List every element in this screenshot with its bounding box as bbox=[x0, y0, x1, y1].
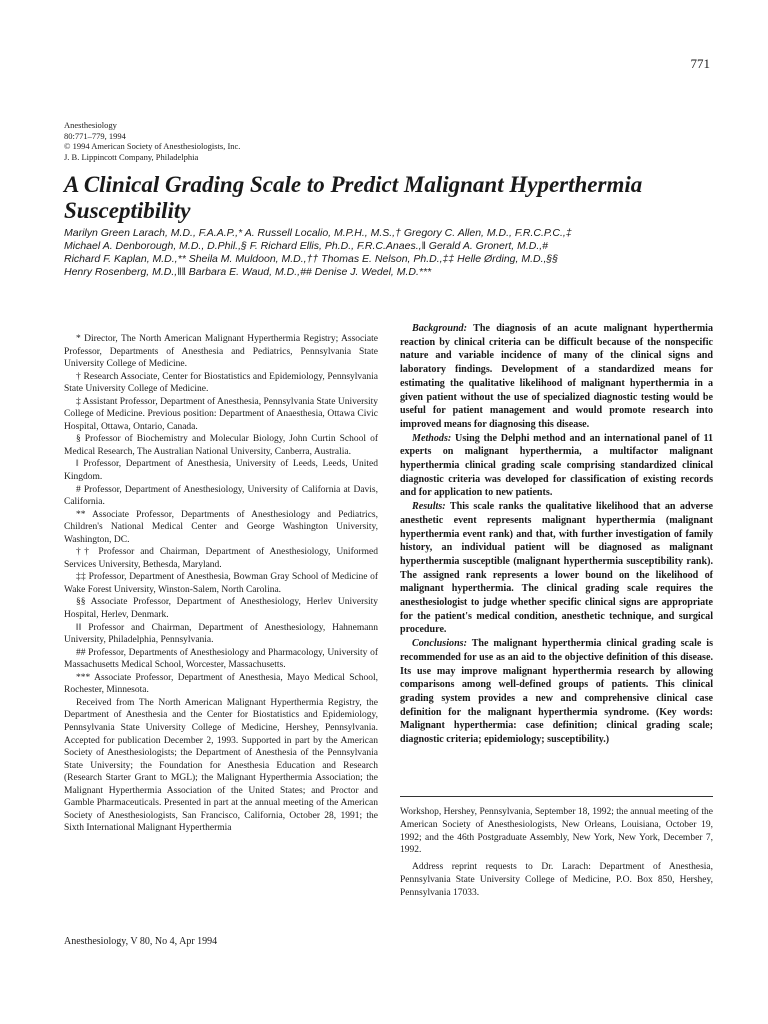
journal-footer: Anesthesiology, V 80, No 4, Apr 1994 bbox=[64, 936, 218, 947]
abstract-background bbox=[400, 322, 713, 432]
abstract-heading: Background: bbox=[412, 323, 467, 334]
footnote: ‖ Professor, Department of Anesthesia, University of Leeds, Leeds, United Kingdom. bbox=[64, 459, 378, 483]
abstract-conclusions bbox=[400, 637, 713, 747]
footnote: § Professor of Biochemistry and Molecular Biology, John Curtin School of Medical Research, The Australian National University, Canberra, Australia. bbox=[64, 434, 378, 457]
journal-info bbox=[64, 120, 240, 162]
copyright-line: © 1994 American Society of Anesthesiologists, Inc. bbox=[64, 141, 241, 151]
footnote: ## Professor, Departments of Anesthesiology and Pharmacology, University of Massachusetts Medical School, Worcester, Massachusetts. bbox=[64, 647, 378, 671]
footnote: ‡‡ Professor, Department of Anesthesia, Bowman Gray School of Medicine of Wake Forest University, Winston-Salem, North Carolina. bbox=[64, 572, 378, 595]
meeting-notes bbox=[400, 806, 713, 900]
received-note: Received from The North American Malignant Hyperthermia Registry, the Department of Anesthesia and the Center for Biostatistics and Epidemiology, Pennsylvania State University College of Medicine, Hershey, Pennsylvania. Accepted for publication December 2, 1993. Supported in part by the American Society of Anesthesiologists; the Department of Anesthesia of the Pennsylvania State University; the Foundation for Anesthesia Education and Research (Research Starter Grant to MGL); the Malignant Hyperthermia Association; the Malignant Hyperthermia Association of the United States; and Proctor and Gamble Pharmaceuticals. Presented in part at the annual meeting of the American Society of Anesthesiologists, San Francisco, California, October 28, 1991; the Sixth International Malignant Hyperthermia bbox=[64, 697, 378, 834]
author-affiliation-footnotes bbox=[64, 333, 378, 835]
abstract-heading: Methods: bbox=[412, 432, 452, 444]
footnote: ‖‖ Professor and Chairman, Department of Anesthesiology, Hahnemann University, Philadelphia, Pennsylvania. bbox=[64, 622, 378, 646]
abstract-text: The diagnosis of an acute malignant hyperthermia reaction by clinical criteria can be difficult because of the nonspecific nature and variable incidence of many of the clinical signs and laboratory findings. Development of a standardized means for estimating the qualitative likelihood of malignant hyperthermia in a given patient without the use of specialized diagnostic testing would be useful for patient management and would promote research into improved means for diagnosing this disease. bbox=[400, 323, 713, 430]
abstract-results bbox=[400, 500, 713, 637]
footnote: † Research Associate, Center for Biostatistics and Epidemiology, Pennsylvania State University College of Medicine. bbox=[64, 371, 378, 395]
footnote: §§ Associate Professor, Department of Anesthesiology, Herlev University Hospital, Herlev, Denmark. bbox=[64, 597, 378, 621]
footnote: # Professor, Department of Anesthesiology, University of California at Davis, California. bbox=[64, 484, 378, 508]
author-line: Henry Rosenberg, M.D.,‖‖ Barbara E. Waud, M.D.,## Denise J. Wedel, M.D.*** bbox=[64, 266, 432, 278]
author-line: Marilyn Green Larach, M.D., F.A.A.P.,* A. Russell Localio, M.P.H., M.S.,† Gregory C. Allen, M.D., F.R.C.P.C.,‡ bbox=[64, 227, 572, 239]
author-line: Richard F. Kaplan, M.D.,** Sheila M. Muldoon, M.D.,†† Thomas E. Nelson, Ph.D.,‡‡ Helle Ørding, M.D.,§§ bbox=[64, 253, 559, 265]
abstract bbox=[400, 322, 713, 747]
reprint-address: Address reprint requests to Dr. Larach: Department of Anesthesia, Pennsylvania State University College of Medicine, P.O. Box 850, Hershey, Pennsylvania 17033. bbox=[400, 862, 713, 898]
abstract-methods bbox=[400, 432, 713, 501]
abstract-text: The malignant hyperthermia clinical grading scale is recommended for use as an aid to the objective definition of this disease. Its use may improve malignant hyperthermia research by allowing comparisons among well-defined groups of patients. This clinical grading system provides a new and comprehensive clinical case definition for the malignant hyperthermia syndrome. (Key words: Malignant hyperthermia: case definition; clinical grading scale; diagnostic criteria; epidemiology; susceptibility.) bbox=[400, 638, 713, 746]
footnote: *** Associate Professor, Department of Anesthesia, Mayo Medical School, Rochester, Minnesota. bbox=[64, 672, 378, 696]
article-title: A Clinical Grading Scale to Predict Malignant Hyperthermia Susceptibility bbox=[64, 172, 643, 223]
journal-name: Anesthesiology bbox=[64, 120, 117, 130]
meeting-continuation: Workshop, Hershey, Pennsylvania, September 18, 1992; the annual meeting of the American Society of Anesthesiologists, New Orleans, Louisiana, October 19, 1992; and the 46th Postgraduate Assembly, New York, New York, December 7, 1992. bbox=[400, 807, 713, 856]
abstract-heading: Results: bbox=[412, 501, 446, 513]
abstract-text: Using the Delphi method and an international panel of 11 experts on malignant hyperthermia, a multifactor malignant hyperthermia clinical grading scale comprising standardized clinical diagnostic criteria was developed for classification of existing records and for application to new patients. bbox=[400, 432, 713, 499]
page-number: 771 bbox=[690, 56, 710, 71]
abstract-heading: Conclusions: bbox=[412, 638, 467, 650]
author-line: Michael A. Denborough, M.D., D.Phil.,§ F. Richard Ellis, Ph.D., F.R.C.Anaes.,‖ Gerald A. Gronert, M.D.,# bbox=[64, 240, 549, 252]
author-list bbox=[64, 227, 724, 279]
journal-volume-pages: 80:771–779, 1994 bbox=[64, 130, 126, 141]
footnote: ‡ Assistant Professor, Department of Anesthesia, Pennsylvania State University College of Medicine. Previous position: Department of Anaesthesia, Ottawa Civic Hospital, Ottawa, Ontario, Canada. bbox=[64, 396, 378, 432]
footnote: ** Associate Professor, Departments of Anesthesiology and Pediatrics, Children's National Medical Center and George Washington University, Washington, DC. bbox=[64, 509, 378, 545]
publisher-line: J. B. Lippincott Company, Philadelphia bbox=[64, 151, 199, 162]
footnote: †† Professor and Chairman, Department of Anesthesiology, Uniformed Services University, Bethesda, Maryland. bbox=[64, 547, 378, 570]
abstract-text: This scale ranks the qualitative likelihood that an adverse anesthetic event represents malignant hyperthermia (malignant hyperthermia event rank) and that, with further investigation of family history, an individual patient will be diagnosed as malignant hyperthermia susceptible (malignant hyperthermia susceptibility rank). The assigned rank represents a lower bound on the likelihood of malignant hyperthermia. The clinical grading scale requires the anesthesiologist to judge whether specific clinical signs are appropriate for the patient's medical condition, anesthetic technique, and surgical procedure. bbox=[400, 501, 713, 636]
footnote: * Director, The North American Malignant Hyperthermia Registry; Associate Professor, Departments of Anesthesia and Pediatrics, Pennsylvania State University College of Medicine. bbox=[64, 334, 378, 370]
column-divider-rule bbox=[400, 796, 713, 797]
